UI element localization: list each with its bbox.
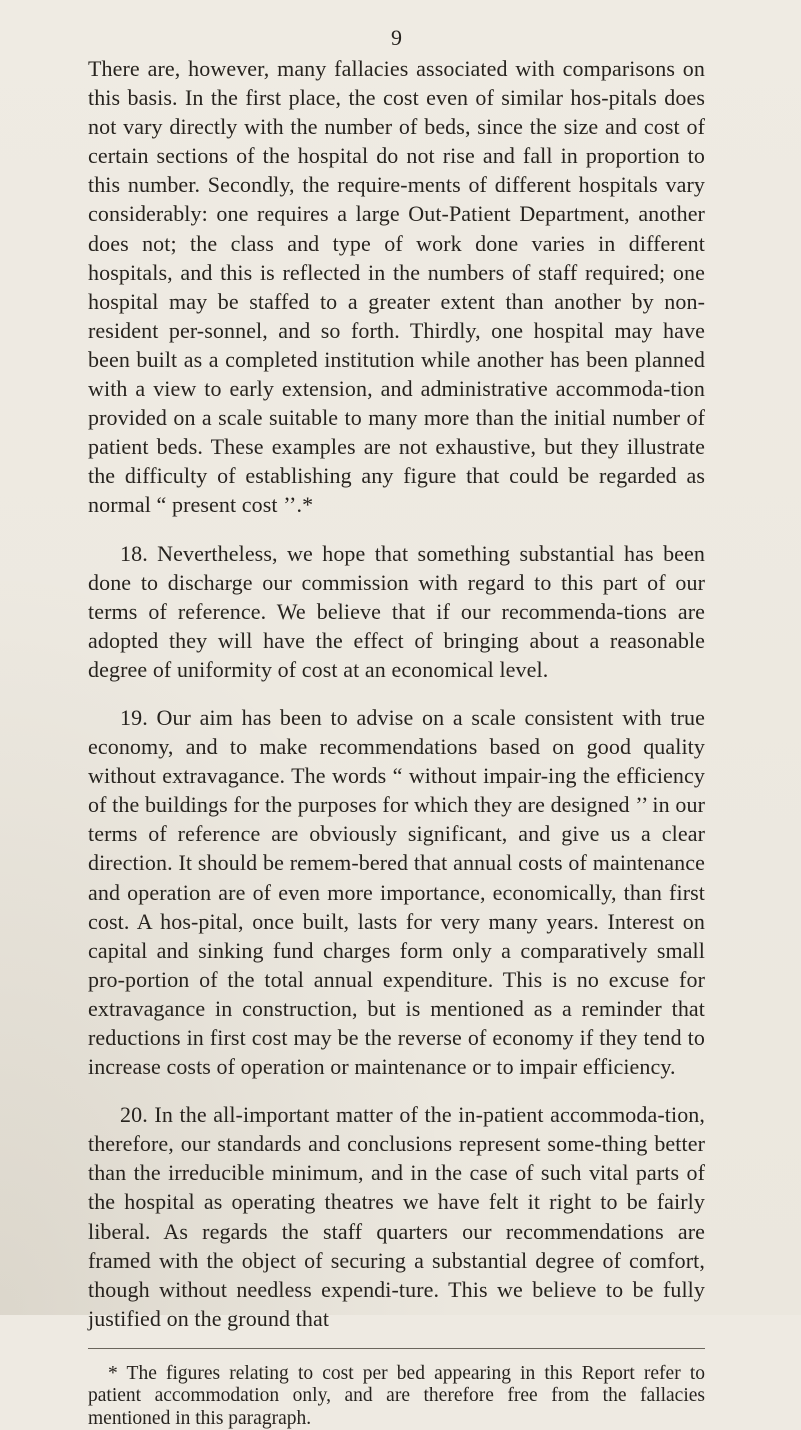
paragraph-18: 18. Nevertheless, we hope that something substantial has been done to discharge our commission with regard to this part of our terms of reference. We believe that if our recommenda-tions are adopted they will have the effect of bringing about a reasonable degree of uniformity of cost at an economical level.	[88, 540, 705, 682]
footnote-divider	[88, 1348, 705, 1349]
paragraph-19: 19. Our aim has been to advise on a scale consistent with true economy, and to make recommendations based on good quality without extravagance. The words “ without impair-ing the efficiency of the buildings for the purposes for which they are designed ’’ in our terms of reference are obviously significant, and give us a clear direction. It should be remem-bered that annual costs of maintenance and operation are of even more importance, economically, than first cost. A hos-pital, once built, lasts for very many years. Interest on capital and sinking fund charges form only a comparatively small pro-portion of the total annual expenditure. This is no excuse for extravagance in construction, but is mentioned as a reminder that reductions in first cost may be the reverse of economy if they tend to increase costs of operation or maintenance or to impair efficiency.	[88, 704, 705, 1080]
paragraph-20: 20. In the all-important matter of the in-patient accommoda-tion, therefore, our standards and conclusions represent some-thing better than the irreducible minimum, and in the case of such vital parts of the hospital as operating theatres we have felt it right to be fairly liberal. As regards the staff quarters our recommendations are framed with the object of securing a substantial degree of comfort, though without needless expendi-ture. This we believe to be fully justified on the ground that	[88, 1102, 705, 1331]
page-number: 9	[391, 25, 402, 50]
footnote: * The figures relating to cost per bed appearing in this Report refer to patient accommodation only, and are therefore free from the fallacies mentioned in this paragraph.	[88, 1362, 705, 1429]
paragraph-continuation: There are, however, many fallacies associated with comparisons on this basis. In the first place, the cost even of similar hos-pitals does not vary directly with the number of beds, since the size and cost of certain sections of the hospital do not rise and fall in proportion to this number. Secondly, the require-ments of different hospitals vary considerably: one requires a large Out-Patient Department, another does not; the class and type of work done varies in different hospitals, and this is reflected in the numbers of staff required; one hospital may be staffed to a greater extent than another by non-resident per-sonnel, and so forth. Thirdly, one hospital may have been built as a completed institution while another has been planned with a view to early extension, and administrative accommoda-tion provided on a scale suitable to many more than the initial number of patient beds. These examples are not exhaustive, but they illustrate the difficulty of establishing any figure that could be regarded as normal “ present cost ’’.*	[88, 56, 705, 518]
